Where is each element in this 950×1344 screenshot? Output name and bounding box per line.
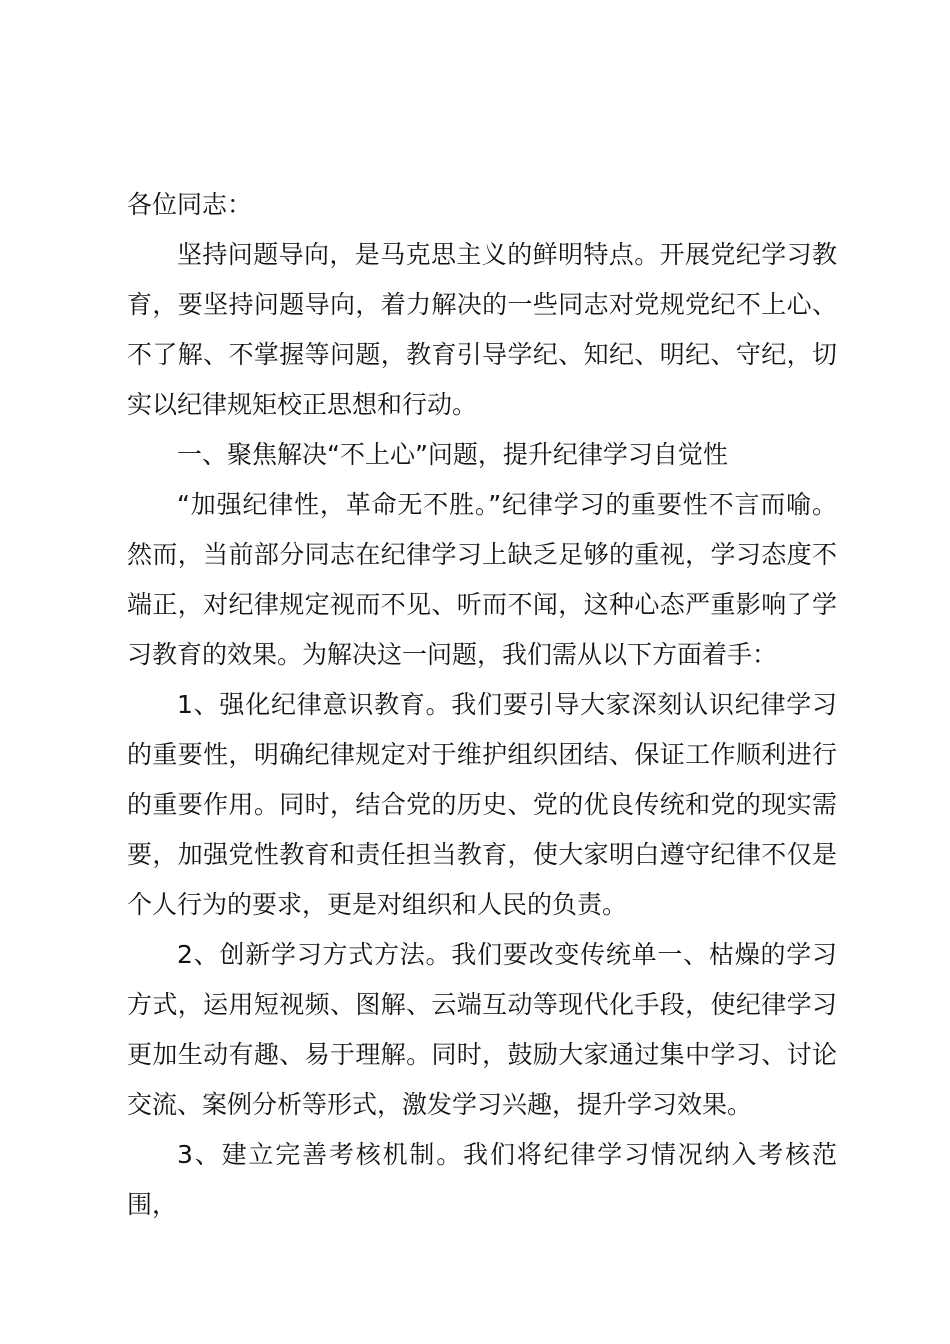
list-item-3: 3、建立完善考核机制。我们将纪律学习情况纳入考核范围， — [127, 1140, 837, 1219]
paragraph-section-1: “加强纪律性，革命无不胜。”纪律学习的重要性不言而喻。然而，当前部分同志在纪律学习上缺乏足够的重视，学习态度不端正，对纪律规定视而不见、听而不闻，这种心态严重影响了学习教育的效果。为解决这一问题，我们需从以下方面着手： — [127, 490, 837, 669]
salutation: 各位同志： — [127, 190, 253, 219]
list-item-1: 1、强化纪律意识教育。我们要引导大家深刻认识纪律学习的重要性，明确纪律规定对于维护组织团结、保证工作顺利进行的重要作用。同时，结合党的历史、党的优良传统和党的现实需要，加强党性教育和责任担当教育，使大家明白遵守纪律不仅是个人行为的要求，更是对组织和人民的负责。 — [127, 690, 837, 919]
document-body — [127, 180, 837, 1230]
list-item-2: 2、创新学习方式方法。我们要改变传统单一、枯燥的学习方式，运用短视频、图解、云端互动等现代化手段，使纪律学习更加生动有趣、易于理解。同时，鼓励大家通过集中学习、讨论交流、案例分析等形式，激发学习兴趣，提升学习效果。 — [127, 940, 837, 1119]
paragraph-intro: 坚持问题导向，是马克思主义的鲜明特点。开展党纪学习教育，要坚持问题导向，着力解决的一些同志对党规党纪不上心、不了解、不掌握等问题，教育引导学纪、知纪、明纪、守纪，切实以纪律规矩校正思想和行动。 — [127, 240, 837, 419]
section-heading-1: 一、聚焦解决“不上心”问题，提升纪律学习自觉性 — [177, 440, 728, 469]
